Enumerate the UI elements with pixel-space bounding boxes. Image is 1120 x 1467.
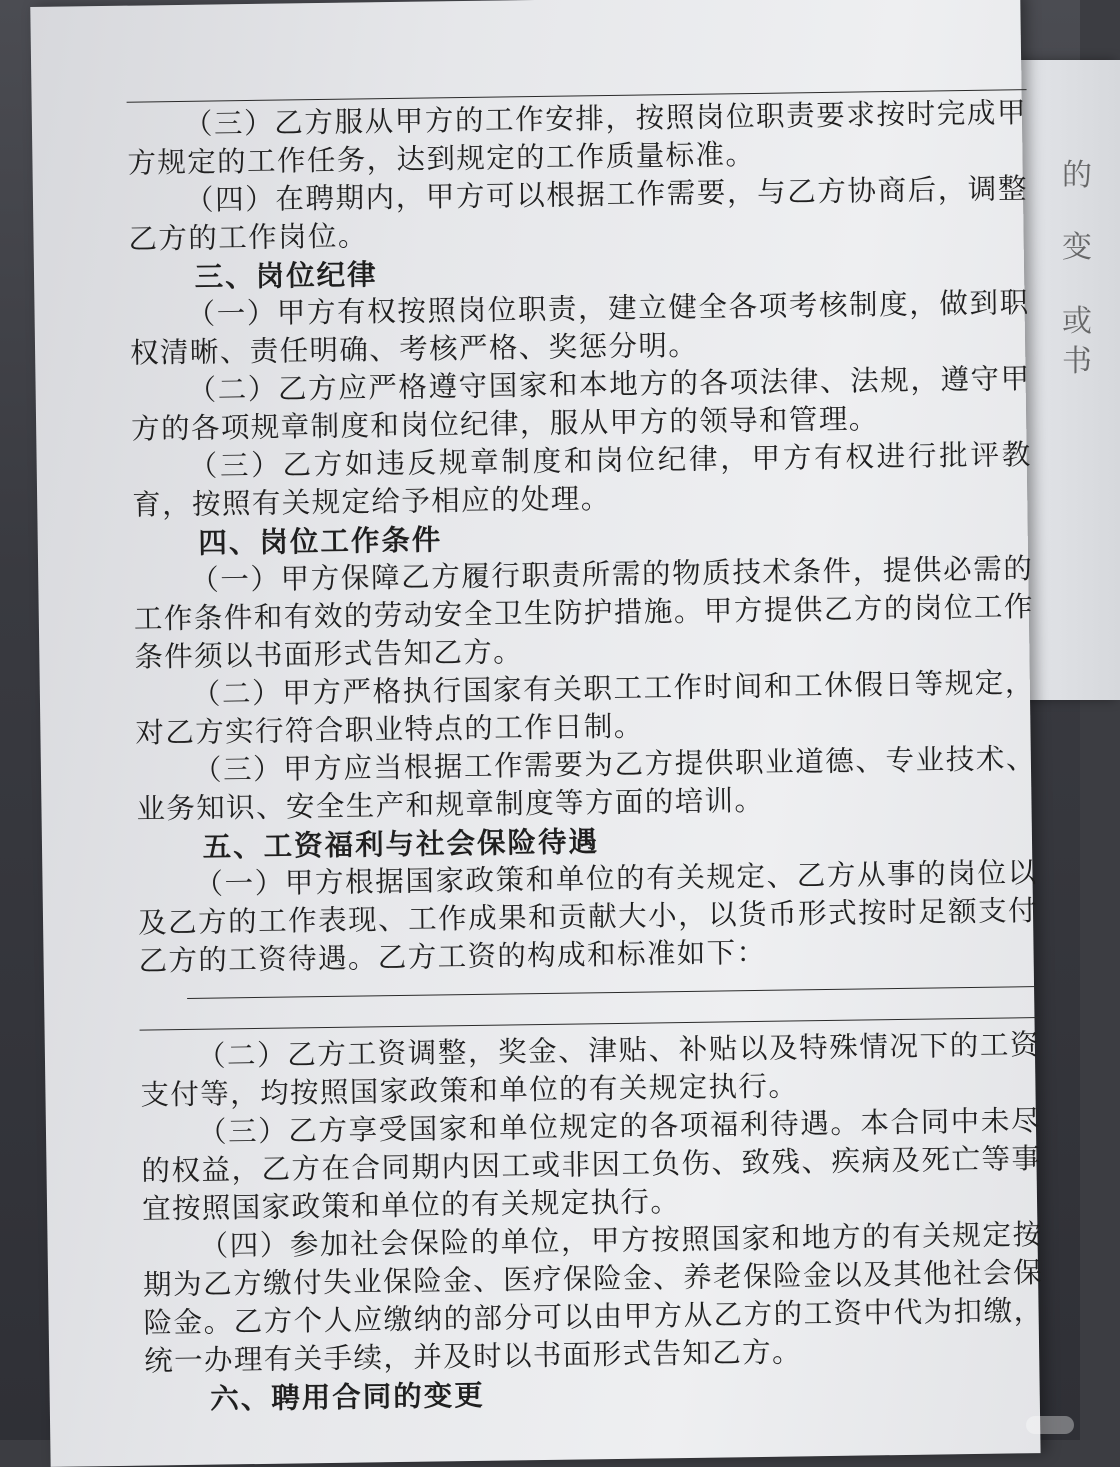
clause-paragraph: （二）乙方应严格遵守国家和本地方的各项法律、法规，遵守甲方的各项规章制度和岗位纪律，服从甲方的领导和管理。 [130, 362, 1031, 446]
clause-paragraph: （一）甲方根据国家政策和单位的有关规定、乙方从事的岗位以及乙方的工作表现、工作成果和贡献大小，以货币形式按时足额支付乙方的工资待遇。乙方工资的构成和标准如下： [137, 856, 1039, 978]
clause-paragraph: （二）甲方严格执行国家有关职工工作时间和工休假日等规定，对乙方实行符合职业特点的工作日制。 [135, 666, 1036, 750]
clause-paragraph: （一）甲方保障乙方履行职责所需的物质技术条件，提供必需的工作条件和有效的劳动安全卫生防护措施。甲方提供乙方的岗位工作条件须以书面形式告知乙方。 [133, 552, 1034, 674]
clause-paragraph: （三）乙方享受国家和单位规定的各项福利待遇。本合同中未尽的权益，乙方在合同期内因工或非因工负伤、致残、疾病及死亡等事宜按照国家政策和单位的有关规定执行。 [141, 1104, 1042, 1226]
salary-blank-line [187, 986, 1039, 999]
clause-paragraph: （四）参加社会保险的单位，甲方按照国家和地方的有关规定按期为乙方缴付失业保险金、医疗保险金、养老保险金以及其他社会保险金。乙方个人应缴纳的部分可以由甲方从乙方的工资中代为扣缴，统一办理有关手续，并及时以书面形式告知乙方。 [142, 1218, 1044, 1378]
side-page-glyph: 变 [1062, 230, 1092, 265]
clause-paragraph: （三）甲方应当根据工作需要为乙方提供职业道德、专业技术、业务知识、安全生产和规章制度等方面的培训。 [136, 742, 1037, 826]
clause-paragraph: （一）甲方有权按照岗位职责，建立健全各项考核制度，做到职权清晰、责任明确、考核严格、奖惩分明。 [129, 286, 1030, 370]
contract-text [127, 89, 1045, 1418]
clause-paragraph: （三）乙方如违反规章制度和岗位纪律，甲方有权进行批评教育，按照有关规定给予相应的处理。 [132, 438, 1032, 522]
section-heading: 五、工资福利与社会保险待遇 [202, 824, 600, 864]
section-heading: 三、岗位纪律 [194, 257, 378, 294]
clause-paragraph: （四）在聘期内，甲方可以根据工作需要，与乙方协商后，调整乙方的工作岗位。 [128, 172, 1029, 256]
side-page-glyph: 书 [1062, 344, 1092, 379]
section-heading: 六、聘用合同的变更 [210, 1377, 485, 1416]
watermark-badge [1026, 1416, 1074, 1434]
side-page-glyph: 的 [1062, 158, 1092, 193]
section-heading: 四、岗位工作条件 [198, 522, 443, 560]
clause-paragraph: （三）乙方服从甲方的工作安排，按照岗位职责要求按时完成甲方规定的工作任务，达到规定的工作质量标准。 [127, 96, 1028, 180]
clause-paragraph: （二）乙方工资调整，奖金、津贴、补贴以及特殊情况下的工资支付等，均按照国家政策和单位的有关规定执行。 [140, 1028, 1041, 1112]
contract-page [30, 0, 1044, 1467]
side-page-glyph: 或 [1062, 304, 1092, 339]
